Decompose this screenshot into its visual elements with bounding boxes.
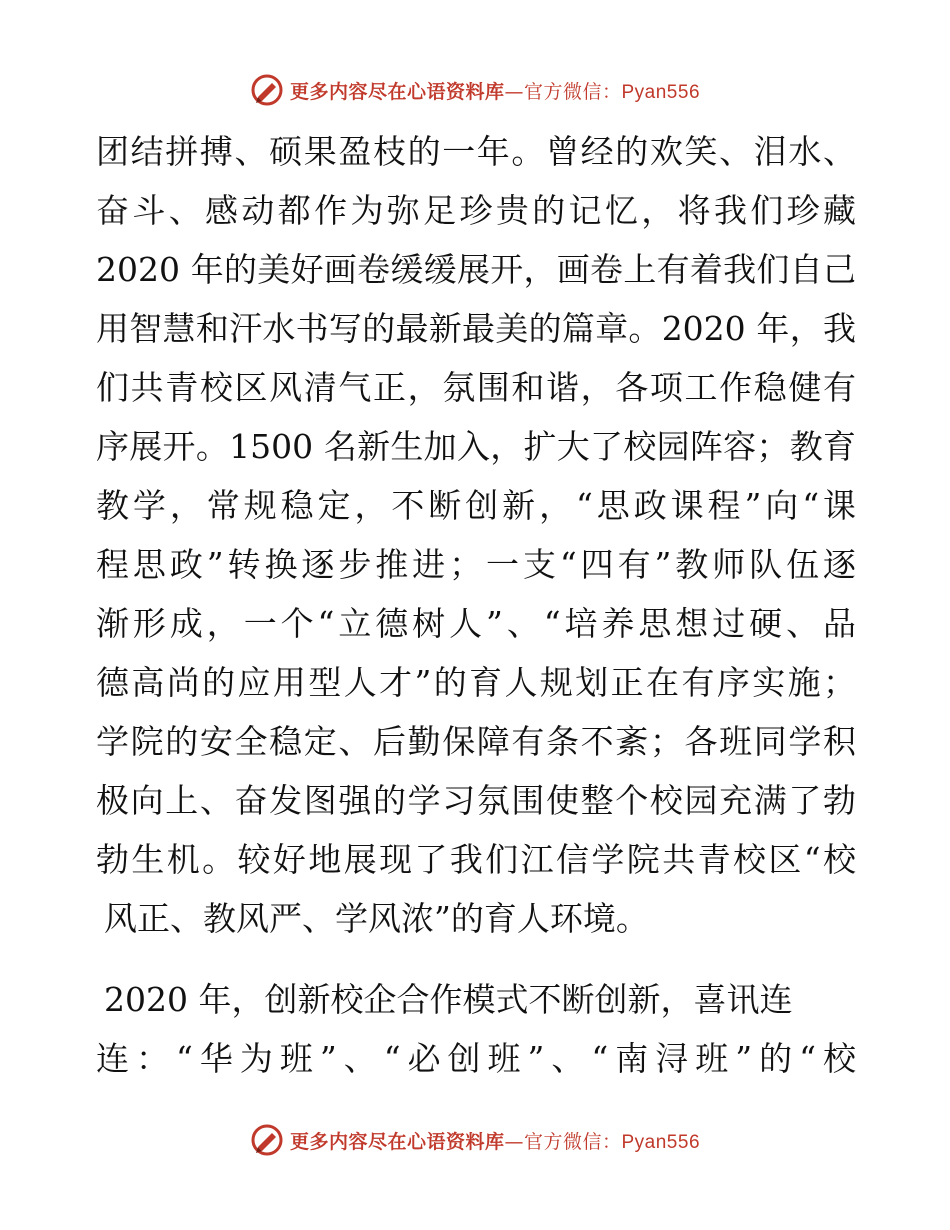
text-line: 用智慧和汗水书写的最新最美的篇章。2020 年，我 xyxy=(96,309,856,348)
text-line: 序展开。1500 名新生加入，扩大了校园阵容；教育 xyxy=(96,427,856,466)
text-line: 团结拼搏、硕果盈枝的一年。曾经的欢笑、泪水、 xyxy=(96,132,856,171)
pen-logo-icon xyxy=(250,1123,284,1157)
pen-logo-icon xyxy=(250,73,284,107)
text-line: 连：“华为班”、“必创班”、“南浔班”的“校 xyxy=(96,1039,856,1078)
watermark-title: 更多内容尽在心语资料库 xyxy=(289,80,505,103)
paragraph-1 xyxy=(96,122,856,948)
watermark-official-label: 官方微信： xyxy=(523,80,622,103)
text-line: 勃生机。较好地展现了我们江信学院共青校区“校 xyxy=(96,840,856,879)
text-line: 程思政”转换逐步推进；一支“四有”教师队伍逐 xyxy=(96,545,856,584)
watermark-dash: — xyxy=(504,1130,524,1153)
watermark-official-label: 官方微信： xyxy=(523,1130,622,1153)
watermark-handle: Pyan556 xyxy=(621,81,701,103)
text-line: 们共青校区风清气正，氛围和谐，各项工作稳健有 xyxy=(96,368,856,407)
watermark-handle: Pyan556 xyxy=(621,1131,701,1153)
paragraph-2 xyxy=(96,970,856,1088)
text-line: 教学，常规稳定，不断创新，“思政课程”向“课 xyxy=(96,486,856,525)
text-line: 极向上、奋发图强的学习氛围使整个校园充满了勃 xyxy=(96,781,856,820)
text-line: 渐形成，一个“立德树人”、“培养思想过硬、品 xyxy=(96,604,856,643)
text-line: 学院的安全稳定、后勤保障有条不紊；各班同学积 xyxy=(96,722,856,761)
text-line: 风正、教风严、学风浓”的育人环境。 xyxy=(104,899,649,938)
watermark-dash: — xyxy=(504,80,524,103)
text-line: 奋斗、感动都作为弥足珍贵的记忆，将我们珍藏 xyxy=(96,191,856,230)
text-line: 2020 年的美好画卷缓缓展开，画卷上有着我们自己 xyxy=(96,250,856,289)
watermark-header xyxy=(0,72,950,108)
watermark-footer xyxy=(0,1122,950,1158)
document-body xyxy=(96,122,856,1088)
watermark-text xyxy=(290,1127,700,1154)
watermark-title: 更多内容尽在心语资料库 xyxy=(289,1130,505,1153)
paragraph-gap xyxy=(96,948,856,970)
watermark-text xyxy=(290,77,700,104)
text-line: 德高尚的应用型人才”的育人规划正在有序实施； xyxy=(96,663,856,702)
text-line: 2020 年，创新校企合作模式不断创新，喜讯连 xyxy=(104,980,793,1019)
